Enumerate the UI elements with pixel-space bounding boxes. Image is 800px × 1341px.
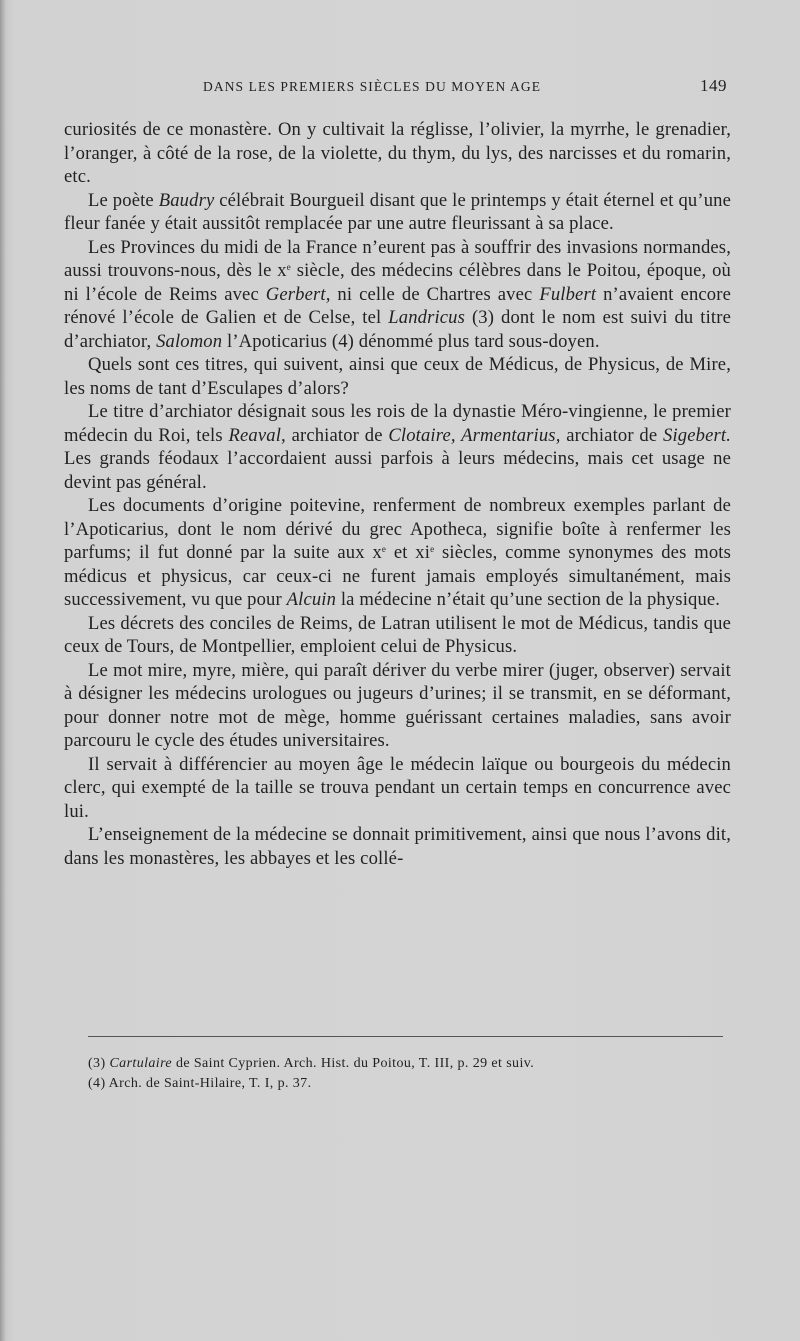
name-clotaire: Clotaire, Armentarius, [388,424,561,446]
paragraph-3 [64,236,731,354]
text-run: célébrait Bourgueil disant que le printemps y était éternel et qu’une fleur fanée y était aussitôt remplacée par une autre fleurissant à sa place. [64,189,731,234]
paragraph-8-text: Le mot mire, myre, mière, qui paraît dériver du verbe mirer (juger, observer) servait à désigner les médecins urologues ou jugeurs d’urines; il se transmit, en se déformant, pour donner notre mot de mège, homme guérissant certaines maladies, sans avoir parcouru le cycle des études universitaires. [64,659,731,751]
footnote-4 [88,1074,728,1094]
text-run: la médecine n’était qu’une section de la physique. [336,589,721,610]
superscript: e [286,262,291,272]
paragraph-4-text: Quels sont ces titres, qui suivent, ainsi que ceux de Médicus, de Physicus, de Mire, les noms de tant d’Esculapes d’alors? [64,354,731,399]
name-alcuin: Alcuin [286,589,337,610]
text-run: l’Apoticarius (4) dénommé plus tard sous-doyen. [222,330,600,352]
name-reaval: Reaval, [228,424,286,446]
text-run: archiator de [560,424,664,446]
footnote-mark: (3) [88,1056,110,1071]
page-number: 149 [700,76,727,95]
footnote-text: de Saint Cyprien. Arch. Hist. du Poitou, T. III, p. 29 et suiv. [172,1056,535,1071]
paragraph-9 [64,753,731,824]
text-run: ni celle de Chartres avec [330,283,540,305]
text-run: (3) dont le nom est suivi du titre d’archiator, [64,307,731,352]
text-run: Le poète [88,189,159,211]
name-sigebert: Sigebert. [663,424,732,446]
body-text [64,118,731,870]
text-run: et xi [386,542,431,563]
superscript: e [381,544,387,554]
text-run: Les documents d’origine poitevine, renferment de nombreux exemples parlant de l’Apoticarius, dont le nom dérivé du grec Apotheca, signifie boîte à renfermer les parfums; il fut donné par la suite aux x [64,495,731,563]
paragraph-7 [64,612,731,659]
name-baudry: Baudry [158,189,215,211]
footnotes [88,1054,728,1094]
paragraph-1 [64,118,731,189]
paragraph-7-text: Les décrets des conciles de Reims, de Latran utilisent le mot de Médicus, tandis que ceux de Tours, de Montpellier, emploient celui de Physicus. [64,612,731,657]
paragraph-9-text: Il servait à différencier au moyen âge le médecin laïque ou bourgeois du médecin clerc, qui exempté de la taille se trouva pendant un certain temps en concurrence avec lui. [64,753,731,822]
footnote-title: Cartulaire [109,1056,173,1071]
text-run: Les grands féodaux l’accordaient aussi parfois à leurs médecins, mais cet usage ne devint pas général. [64,448,731,493]
paragraph-4 [64,353,731,400]
text-run: n’avaient encore rénové l’école de Galien et de Celse, tel [64,283,731,328]
name-landricus: Landricus [388,307,466,328]
footnote-divider [88,1036,723,1037]
name-salomon: Salomon [156,330,223,352]
name-gerbert: Gerbert, [265,283,331,305]
running-head: DANS LES PREMIERS SIÈCLES DU MOYEN AGE [203,79,542,94]
footnote-3 [88,1054,728,1074]
page-header [0,76,800,98]
name-fulbert: Fulbert [539,283,597,305]
text-run: siècle, des médecins célèbres dans le Poitou, époque, où ni l’école de Reims avec [64,260,731,305]
text-run: Le titre d’archiator désignait sous les rois de la dynastie Méro-vingienne, le premier médecin du Roi, tels [64,401,731,446]
paragraph-10-text: L’enseignement de la médecine se donnait primitivement, ainsi que nous l’avons dit, dans les monastères, les abbayes et les collé- [64,824,731,869]
paragraph-8 [64,659,731,753]
footnote-text: (4) Arch. de Saint-Hilaire, T. I, p. 37. [88,1076,312,1091]
paragraph-1-text: curiosités de ce monastère. On y cultivait la réglisse, l’olivier, la myrrhe, le grenadier, l’oranger, à côté de la rose, de la violette, du thym, du lys, des narcisses et du romarin, etc. [64,119,731,187]
paragraph-10 [64,823,731,870]
paragraph-5 [64,400,731,494]
text-run: Les Provinces du midi de la France n’eurent pas à souffrir des invasions normandes, aussi trouvons-nous, dès le x [64,236,731,281]
paragraph-2 [64,189,731,236]
superscript: e [430,544,435,554]
text-run: siècles, comme synonymes des mots médicus et physicus, car ceux-ci ne furent jamais employés simultanément, mais successivement, vu que pour [64,542,731,610]
paragraph-6 [64,494,731,612]
text-run: archiator de [285,424,389,446]
